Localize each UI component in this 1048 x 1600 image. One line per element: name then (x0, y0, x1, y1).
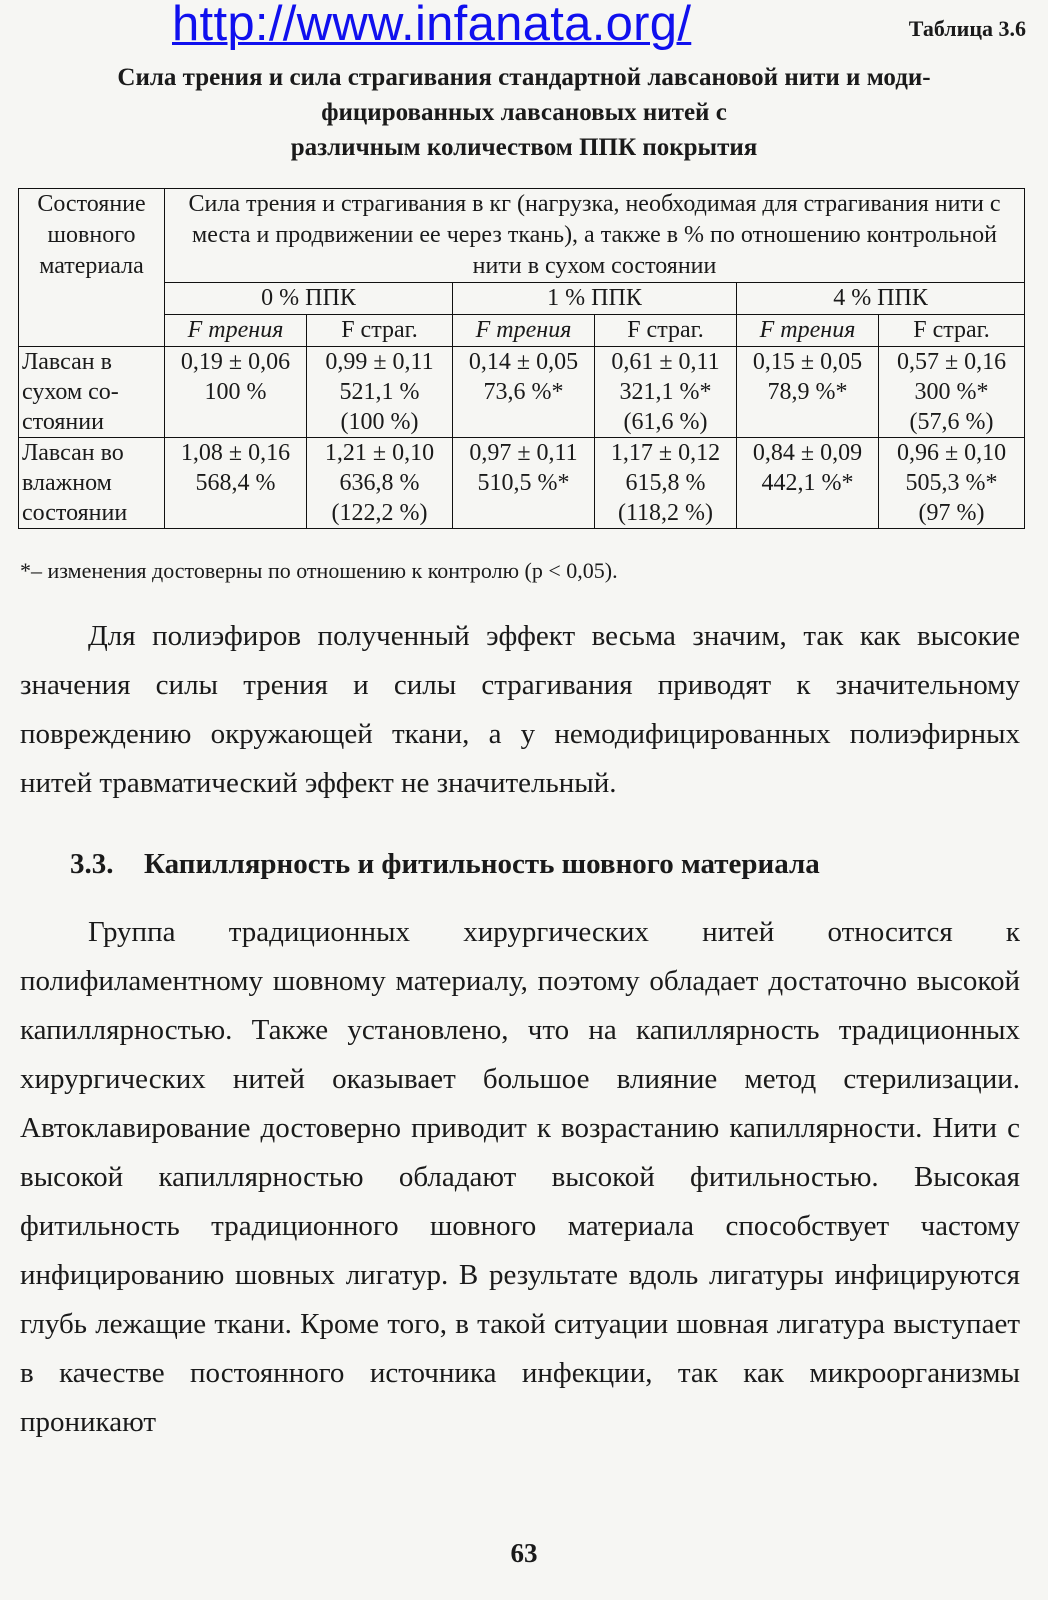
cell-relative: (57,6 %) (909, 409, 994, 435)
group-header: 0 % ППК (165, 283, 453, 315)
table-cell (307, 438, 453, 529)
cell-value: 0,84 ± 0,09 (752, 440, 863, 466)
cell-percent: 510,5 %* (477, 470, 570, 496)
table-cell (595, 347, 737, 438)
section-title: Капиллярность и фитильность шовного материала (144, 848, 820, 880)
section-number: 3.3. (70, 848, 114, 880)
table-row (19, 438, 1025, 529)
table-caption (20, 60, 1028, 165)
table-row (19, 347, 1025, 438)
cell-percent: 521,1 % (339, 379, 420, 405)
table-cell (165, 438, 307, 529)
table-cell (165, 347, 307, 438)
table-number-label: Таблица 3.6 (908, 16, 1026, 41)
table-cell (879, 438, 1025, 529)
table-cell (453, 347, 595, 438)
section-heading (70, 848, 820, 881)
cell-value: 0,96 ± 0,10 (896, 440, 1007, 466)
cell-value: 0,15 ± 0,05 (752, 349, 863, 375)
cell-value: 0,97 ± 0,11 (469, 440, 578, 466)
cell-percent: 615,8 % (625, 470, 706, 496)
table-cell (879, 347, 1025, 438)
table-cell (595, 438, 737, 529)
cell-value: 1,08 ± 0,16 (180, 440, 291, 466)
sub-header: F трения (737, 315, 879, 347)
sub-header: F страг. (307, 315, 453, 347)
cell-value: 1,21 ± 0,10 (324, 440, 435, 466)
table-cell (307, 347, 453, 438)
caption-line: фицированных лавсановых нитей с (321, 99, 727, 126)
cell-percent: 78,9 %* (767, 379, 848, 405)
cell-relative: (122,2 %) (331, 500, 428, 526)
cell-value: 0,19 ± 0,06 (180, 349, 291, 375)
group-header: 1 % ППК (453, 283, 737, 315)
caption-line: Сила трения и сила страгивания стандартной лавсановой нити и моди- (117, 64, 931, 91)
table-cell (737, 347, 879, 438)
cell-value: 0,57 ± 0,16 (896, 349, 1007, 375)
paragraph: Для полиэфиров полученный эффект весьма значим, так как высокие значения силы трения и силы страгивания приводят к значительному повреждению окружающей ткани, а у немодифицированных полиэфирных нитей травматический эффект не значительный. (20, 620, 1020, 799)
main-header: Сила трения и страгивания в кг (нагрузка, необходимая для страгивания нити с места и продвижении ее через ткань), а также в % по отношению контрольной нити в сухом состоянии (165, 189, 1025, 283)
table-cell (453, 438, 595, 529)
cell-value: 0,61 ± 0,11 (611, 349, 720, 375)
caption-line: различным количеством ППК покрытия (290, 134, 758, 161)
table-cell (737, 438, 879, 529)
watermark-link[interactable]: http://www.infanata.org/ (172, 0, 692, 51)
cell-percent: 636,8 % (339, 470, 420, 496)
cell-percent: 505,3 %* (905, 470, 998, 496)
sub-header: F страг. (879, 315, 1025, 347)
cell-value: 0,14 ± 0,05 (468, 349, 579, 375)
cell-percent: 100 % (204, 379, 267, 405)
cell-percent: 300 %* (914, 379, 989, 405)
cell-value: 0,99 ± 0,11 (325, 349, 434, 375)
friction-table (18, 188, 1025, 529)
cell-percent: 568,4 % (195, 470, 276, 496)
row-state: Лавсан в сухом со-стоянии (19, 347, 165, 438)
cell-percent: 442,1 %* (761, 470, 854, 496)
table-footnote: *– изменения достоверны по отношению к контролю (p < 0,05). (20, 558, 618, 583)
page-number: 63 (510, 1538, 538, 1568)
state-header: Состояние шовного материала (19, 189, 165, 347)
paragraph: Группа традиционных хирургических нитей относится к полифиламентному шовному материалу, поэтому обладает достаточно высокой капиллярностью. Также установлено, что на капиллярность традиционных хирургических нитей оказывает большое влияние метод стерилизации. Автоклавирование достоверно приводит к возрастанию капиллярности. Нити с высокой капиллярностью обладают высокой фитильностью. Высокая фитильность традиционного шовного материала способствует частому инфицированию шовных лигатур. В результате вдоль лигатуры инфицируются глубь лежащие ткани. Кроме того, в такой ситуации шовная лигатура выступает в качестве постоянного источника инфекции, так как микроорганизмы проникают (20, 916, 1020, 1438)
cell-relative: (100 %) (340, 409, 419, 435)
cell-relative: (118,2 %) (617, 500, 714, 526)
row-state: Лавсан во влажном состоянии (19, 438, 165, 529)
sub-header: F страг. (595, 315, 737, 347)
group-header: 4 % ППК (737, 283, 1025, 315)
cell-relative: (97 %) (918, 500, 985, 526)
cell-relative: (61,6 %) (623, 409, 708, 435)
cell-value: 1,17 ± 0,12 (610, 440, 721, 466)
sub-header: F трения (165, 315, 307, 347)
cell-percent: 73,6 %* (483, 379, 564, 405)
sub-header: F трения (453, 315, 595, 347)
cell-percent: 321,1 %* (619, 379, 712, 405)
